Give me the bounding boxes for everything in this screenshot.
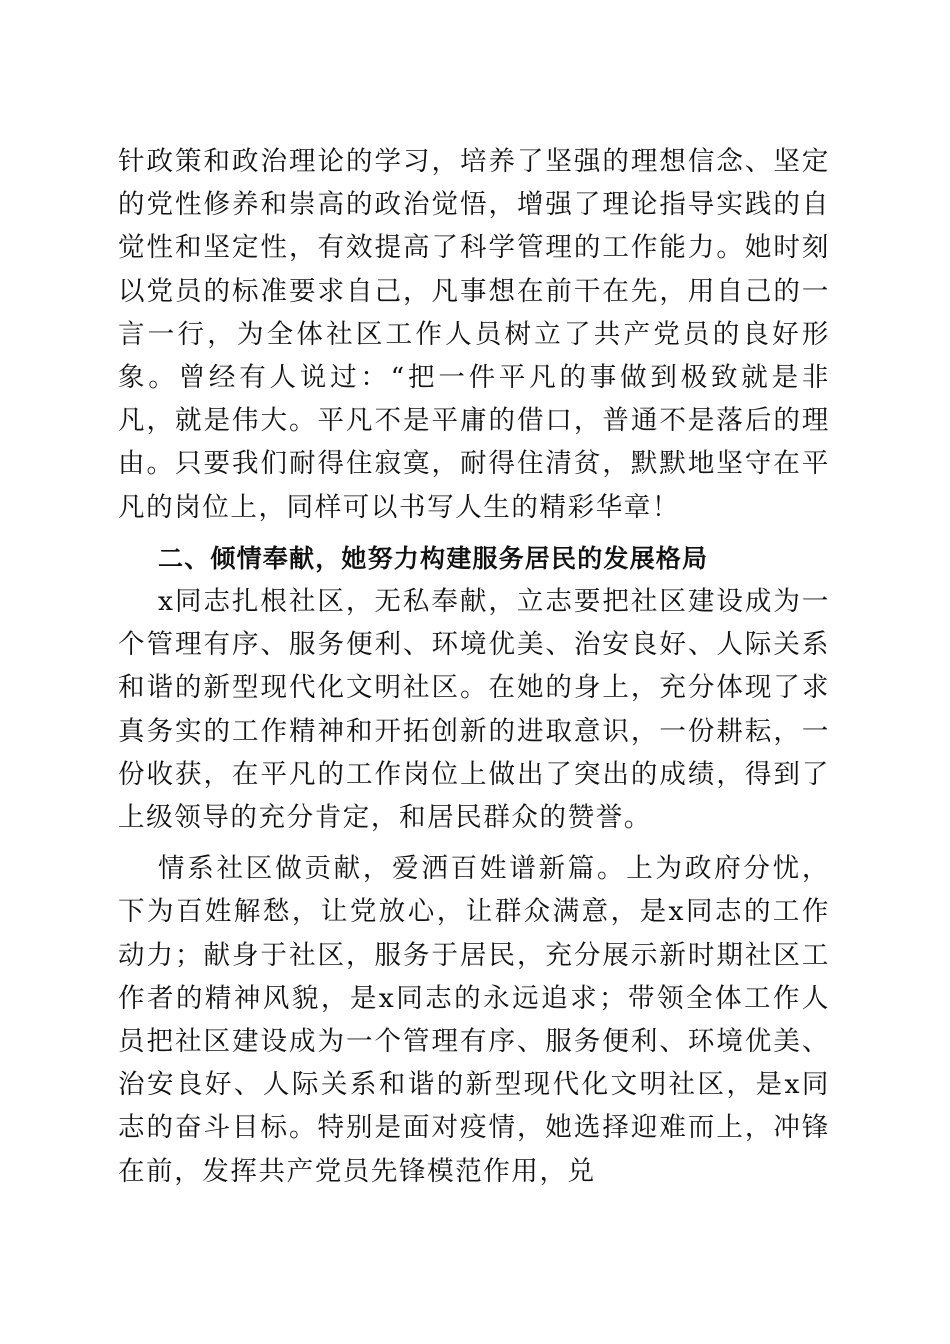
paragraph-body: 情系社区做贡献，爱洒百姓谱新篇。上为政府分忧，下为百姓解愁，让党放心，让群众满意，是x同志的工作动力；献身于社区，服务于居民，充分展示新时期社区工作者的精神风貌，是x同志的永远追求；带领全体工作人员把社区建设成为一个管理有序、服务便利、环境优美、治安良好、人际关系和谐的新型现代化文明社区，是x同志的奋斗目标。特别是面对疫情，她选择迎难而上，冲锋在前，发挥共产党员先锋模范作用，兑: [118, 853, 830, 1187]
section-heading: 二、倾情奉献，她努力构建服务居民的发展格局: [158, 543, 709, 573]
paragraph-body: x同志扎根社区，无私奉献，立志要把社区建设成为一个管理有序、服务便利、环境优美、治安良好、人际关系和谐的新型现代化文明社区。在她的身上，充分体现了求真务实的工作精神和开拓创新的进取意识，一份耕耘，一份收获，在平凡的工作岗位上做出了突出的成绩，得到了上级领导的充分肯定，和居民群众的赞誉。: [118, 586, 830, 834]
paragraph-spacer: [118, 529, 830, 537]
paragraph-continuation: 针政策和政治理论的学习，培养了坚强的理想信念、坚定的党性修养和崇高的政治觉悟，增强了理论指导实践的自觉性和坚定性，有效提高了科学管理的工作能力。她时刻以党员的标准要求自己，凡事想在前干在先，用自己的一言一行，为全体社区工作人员树立了共产党员的良好形象。曾经有人说过：“把一件平凡的事做到极致就是非凡，就是伟大。平凡不是平庸的借口，普通不是落后的理由。只要我们耐得住寂寞，耐得住清贫，默默地坚守在平凡的岗位上，同样可以书写人生的精彩华章！: [118, 146, 830, 523]
paragraph-spacer: [118, 839, 830, 847]
document-body: [118, 140, 830, 1193]
